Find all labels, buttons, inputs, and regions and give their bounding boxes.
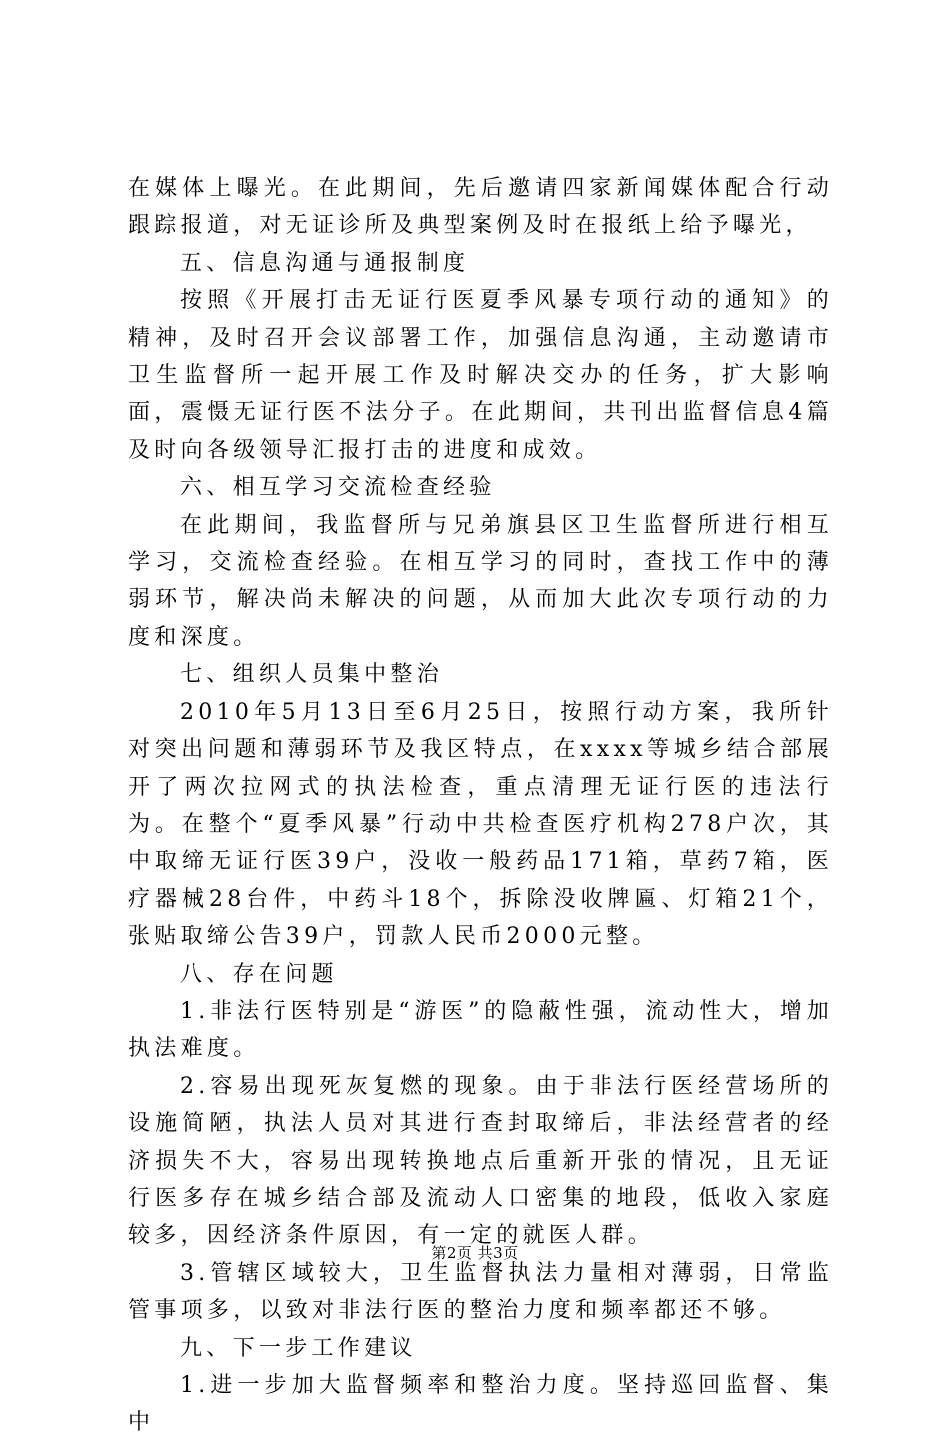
paragraph-mutual-learning: 在此期间，我监督所与兄弟旗县区卫生监督所进行相互学习，交流检查经验。在相互学习的同时，查找工作中的薄弱环节，解决尚未解决的问题，从而加大此次专项行动的力度和深度。 [128,512,833,650]
section-heading-9: 九、下一步工作建议 [180,1335,417,1361]
paragraph-problem-1: 1.非法行医特别是“游医”的隐蔽性强，流动性大，增加执法难度。 [128,998,833,1062]
paragraph-suggestion-1: 1.进一步加大监督频率和整治力度。坚持巡回监督、集中 [128,1373,833,1436]
paragraph-problem-3: 3.管辖区域较大，卫生监督执法力量相对薄弱，日常监管事项多，以致对非法行医的整治力度和频率都还不够。 [128,1260,833,1324]
section-heading-6: 六、相互学习交流检查经验 [180,475,496,501]
paragraph-continuation: 在媒体上曝光。在此期间，先后邀请四家新闻媒体配合行动跟踪报道，对无证诊所及典型案例及时在报纸上给予曝光， [128,176,833,239]
page-footer [0,1242,950,1263]
section-heading-5: 五、信息沟通与通报制度 [180,250,470,276]
paragraph-problem-2: 2.容易出现死灰复燃的现象。由于非法行医经营场所的设施简陋，执法人员对其进行查封取缔后，非法经营者的经济损失不大，容易出现转换地点后重新开张的情况，且无证行医多存在城乡结合部及流动人口密集的地段，低收入家庭较多，因经济条件原因，有一定的就医人群。 [128,1073,833,1249]
section-heading-8: 八、存在问题 [180,961,338,987]
paragraph-info-communication: 按照《开展打击无证行医夏季风暴专项行动的通知》的精神，及时召开会议部署工作，加强信息沟通，主动邀请市卫生监督所一起开展工作及时解决交办的任务，扩大影响面，震慑无证行医不法分子。在此期间，共刊出监督信息4篇及时向各级领导汇报打击的进度和成效。 [128,288,833,463]
section-heading-7: 七、组织人员集中整治 [180,662,444,688]
paragraph-concentrated-rectification: 2010年5月13日至6月25日，按照行动方案，我所针对突出问题和薄弱环节及我区特点，在xxxx等城乡结合部展开了两次拉网式的执法检查，重点清理无证行医的违法行为。在整个“夏季风暴”行动中共检查医疗机构278户次，其中取缔无证行医39户，没收一般药品171箱，草药7箱，医疗器械28台件，中药斗18个，拆除没收牌匾、灯箱21个，张贴取缔公告39户，罚款人民币2000元整。 [128,699,833,950]
page-total: 共3页 [477,1244,519,1262]
page-number: 第2页 [431,1244,473,1262]
